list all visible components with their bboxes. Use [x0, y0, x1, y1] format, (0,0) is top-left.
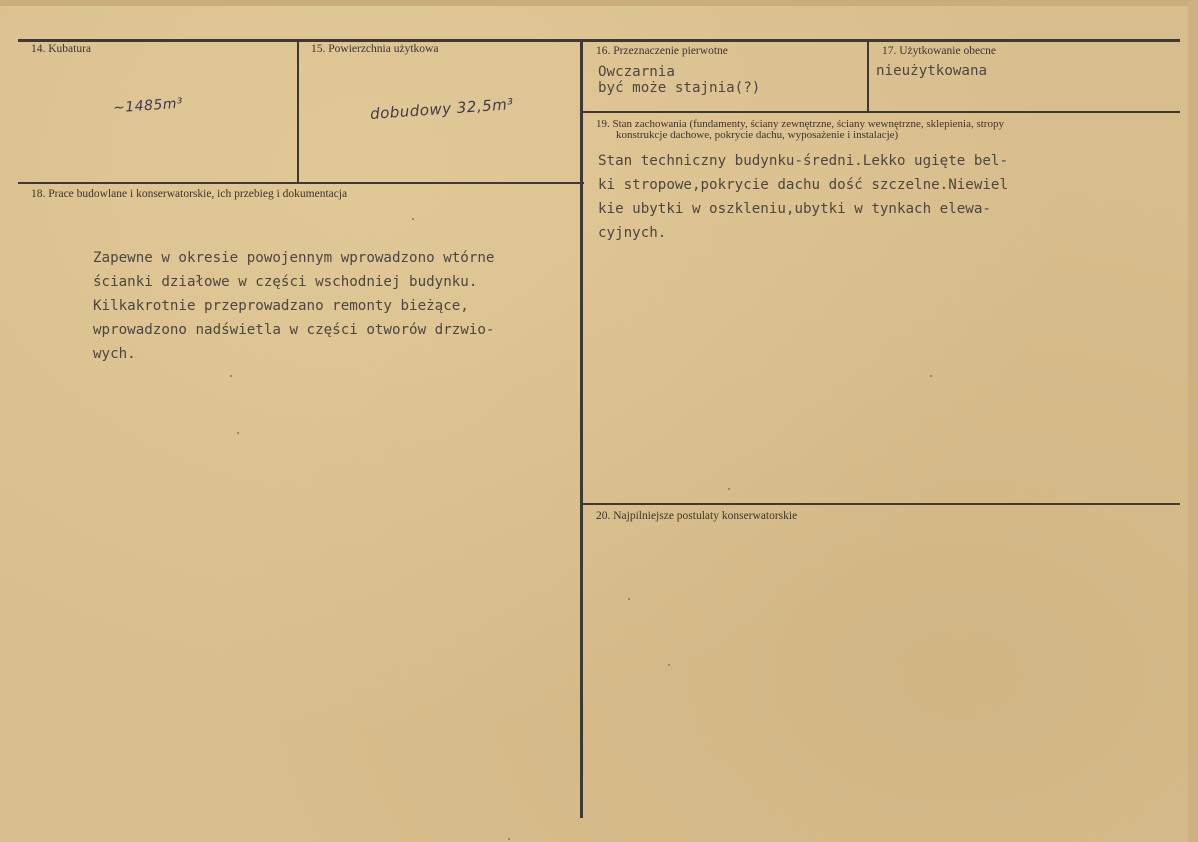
stan-text-line-4: cyjnych. — [598, 225, 667, 241]
paper-speck — [237, 432, 239, 434]
kubatura-label: 14. Kubatura — [31, 43, 92, 55]
paper-speck — [412, 218, 414, 220]
przeznaczenie-line-2: być może stajnia(?) — [598, 80, 761, 96]
paper-speck — [628, 598, 630, 600]
prace-text-line-3: Kilkakrotnie przeprowadzano remonty bieżące, — [93, 298, 469, 314]
prace-text-line-2: ścianki działowe w części wschodniej budynku. — [93, 274, 478, 290]
kubatura-handwritten-value: ~1485m³ — [112, 95, 184, 117]
paper-top-edge — [0, 0, 1198, 6]
paper-speck — [930, 375, 932, 377]
powierzchnia-handwritten-value: dobudowy 32,5m³ — [369, 95, 515, 123]
stan-label-line-1: 19. Stan zachowania (fundamenty, ściany zewnętrzne, ściany wewnętrzne, sklepienia, stropy — [596, 118, 1004, 130]
paper-speck — [668, 664, 670, 666]
paper-speck — [508, 838, 510, 840]
rule-under-14-15 — [18, 182, 584, 184]
uzytkowanie-value: nieużytkowana — [876, 63, 988, 79]
rule-under-16-17 — [583, 111, 1180, 113]
prace-label: 18. Prace budowlane i konserwatorskie, ich przebieg i dokumentacja — [31, 188, 348, 200]
stan-label-line-2: konstrukcje dachowe, pokrycie dachu, wyposażenie i instalacje) — [616, 129, 899, 141]
powierzchnia-label: 15. Powierzchnia użytkowa — [311, 43, 439, 55]
divider-14-15 — [297, 40, 299, 183]
divider-16-17 — [867, 40, 869, 112]
przeznaczenie-label: 16. Przeznaczenie pierwotne — [596, 45, 728, 57]
stan-text-line-1: Stan techniczny budynku-średni.Lekko ugięte bel- — [598, 153, 1008, 169]
paper-speck — [230, 375, 232, 377]
paper-right-edge — [1188, 0, 1198, 842]
stan-text-line-2: ki stropowe,pokrycie dachu dość szczelne.Niewiel — [598, 177, 1008, 193]
top-rule — [18, 39, 1180, 42]
prace-text-line-5: wych. — [93, 346, 136, 362]
prace-text-line-4: wprowadzono nadświetla w części otworów drzwio- — [93, 322, 495, 338]
rule-under-19 — [583, 503, 1180, 505]
prace-text-line-1: Zapewne w okresie powojennym wprowadzono wtórne — [93, 250, 495, 266]
przeznaczenie-line-1: Owczarnia — [598, 64, 675, 80]
postulaty-label: 20. Najpilniejsze postulaty konserwatorskie — [596, 510, 798, 522]
stan-text-line-3: kie ubytki w oszkleniu,ubytki w tynkach elewa- — [598, 201, 991, 217]
uzytkowanie-label: 17. Użytkowanie obecne — [882, 45, 997, 57]
main-center-divider — [580, 40, 583, 818]
paper-speck — [728, 488, 730, 490]
